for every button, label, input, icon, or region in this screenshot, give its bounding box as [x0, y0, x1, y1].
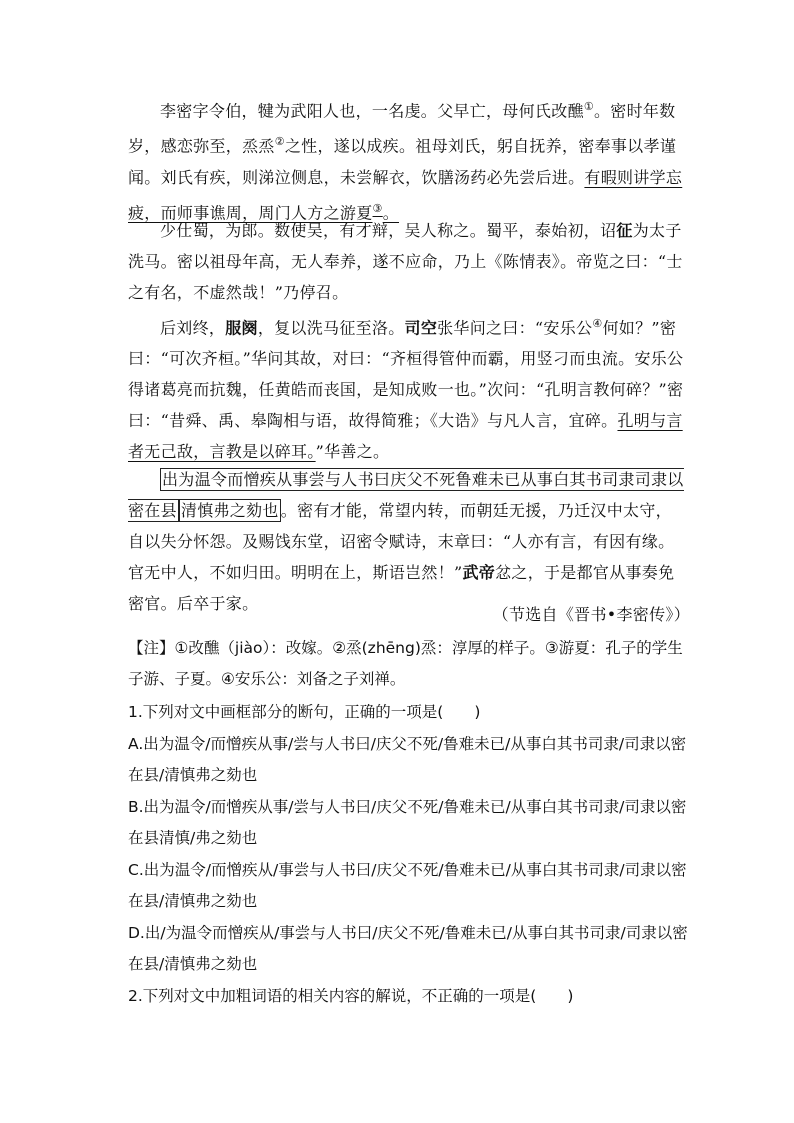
passage-text: 后刘终， — [160, 318, 226, 338]
option-a: A.出为温令/而憎疾从事/尝与人书曰/庆父不死/鲁难未已/从事白其书司隶/司隶以密 — [128, 735, 687, 753]
source-citation: （节选自《晋书•李密传》） — [492, 605, 690, 624]
passage-text: 为太子洗马。密以祖母年高，无人奉养，遂不应命，乃上《陈情表》。帝览之曰：“士之有名，不虚然哉！”乃停召。 — [128, 221, 683, 302]
note-marker: ③ — [372, 201, 383, 215]
passage-text: 。密有才能，常望内转，而朝廷无援，乃迁汉中太守，自以失分怀怨。及赐饯东堂，诏密令赋诗，末章曰：“人亦有言，有因有缘。官无中人，不如归田。明明在上，斯语岂然！” — [128, 501, 675, 582]
passage-text: ，复以洗马征至洛。 — [257, 318, 405, 338]
passage-paragraph-4 — [128, 464, 688, 619]
passage-text: 。密时年数岁，感恋弥至，烝烝 — [128, 101, 676, 156]
boxed-text: 出为温令而憎疾从事尝与人书曰庆父不死鲁难未已从事白其书司隶司隶以密在县 — [128, 470, 684, 520]
option-d: D.出/为温令而憎疾从/事尝与人书曰/庆父不死/鲁难未已/从事白其书司隶/司隶以密 — [128, 924, 688, 942]
option-b-cont: 在县清慎/弗之劾也 — [128, 829, 258, 847]
passage-text: 李密字令伯，犍为武阳人也，一名虔。父早亡，母何氏改醮 — [160, 101, 584, 121]
passage-paragraph-1 — [128, 91, 688, 228]
question-1-stem: 1.下列对文中画框部分的断句，正确的一项是( ) — [128, 703, 481, 721]
passage-paragraph-2 — [128, 215, 688, 308]
question-2-stem: 2.下列对文中加粗词语的相关内容的解说，不正确的一项是( ) — [128, 987, 574, 1005]
passage-text: 张华问之曰：“安乐公 — [437, 318, 593, 338]
passage-text: 忿之，于是都官从事奏免密官。后卒于家。 — [128, 563, 675, 613]
passage-text: 少仕蜀，为郎。数使吴，有才辩，吴人称之。蜀平，泰始初，诏 — [160, 221, 617, 240]
note-marker: ② — [274, 135, 285, 149]
note-marker: ① — [583, 100, 594, 113]
option-c: C.出为温令/而憎疾从/事尝与人书曰/庆父不死/鲁难未已/从事白其书司隶/司隶以密 — [128, 861, 687, 879]
option-a-cont: 在县/清慎弗之劾也 — [128, 766, 258, 784]
note-marker: ④ — [592, 317, 603, 330]
option-c-cont: 在县/清慎弗之劾也 — [128, 892, 258, 910]
passage-text: 何如？”密曰：“可次齐桓。”华问其故，对曰：“齐桓得管仲而霸，用竖刁而虫流。安乐公得诸葛亮而抗魏，任黄皓而丧国，是知成败一也。”次问：“孔明言教何碎？”密曰：“昔舜、禹、皋陶相与语，故得简雅；《大诰》与凡人言，宜碎。 — [128, 318, 684, 431]
passage-text: 之性，遂以成疾。祖母刘氏，躬自抚养，密奉事以孝谨闻。刘氏有疾，则涕泣侧息，未尝解衣，饮膳汤药必先尝后进。 — [128, 136, 677, 187]
bold-term: 武帝 — [462, 563, 496, 582]
passage-text: ”华善之。 — [315, 442, 390, 462]
passage-paragraph-3 — [128, 308, 688, 467]
passage-text: 。 — [382, 202, 399, 222]
boxed-text: 清慎弗之劾也 — [180, 501, 279, 520]
bold-term: 服阕 — [225, 318, 258, 338]
option-d-cont: 在县/清慎弗之劾也 — [128, 955, 258, 973]
underlined-sentence: 孔明与言者无己敌，言教是以碎耳。 — [128, 411, 683, 462]
underlined-sentence: 有暇则讲学忘疲，而师事谯周，周门人方之游夏 — [128, 167, 683, 222]
bold-term: 司空 — [404, 318, 438, 338]
bold-term: 征 — [616, 221, 633, 240]
annotation-line: 【注】①改醮（jiào）：改嫁。②烝(zhēng)烝：淳厚的样子。③游夏：孔子的学生 — [128, 639, 683, 657]
option-b: B.出为温令/而憎疾从事/尝与人书曰/庆父不死/鲁难未已/从事白其书司隶/司隶以密 — [128, 798, 687, 816]
annotation-line: 子游、子夏。④安乐公：刘备之子刘禅。 — [128, 670, 406, 688]
